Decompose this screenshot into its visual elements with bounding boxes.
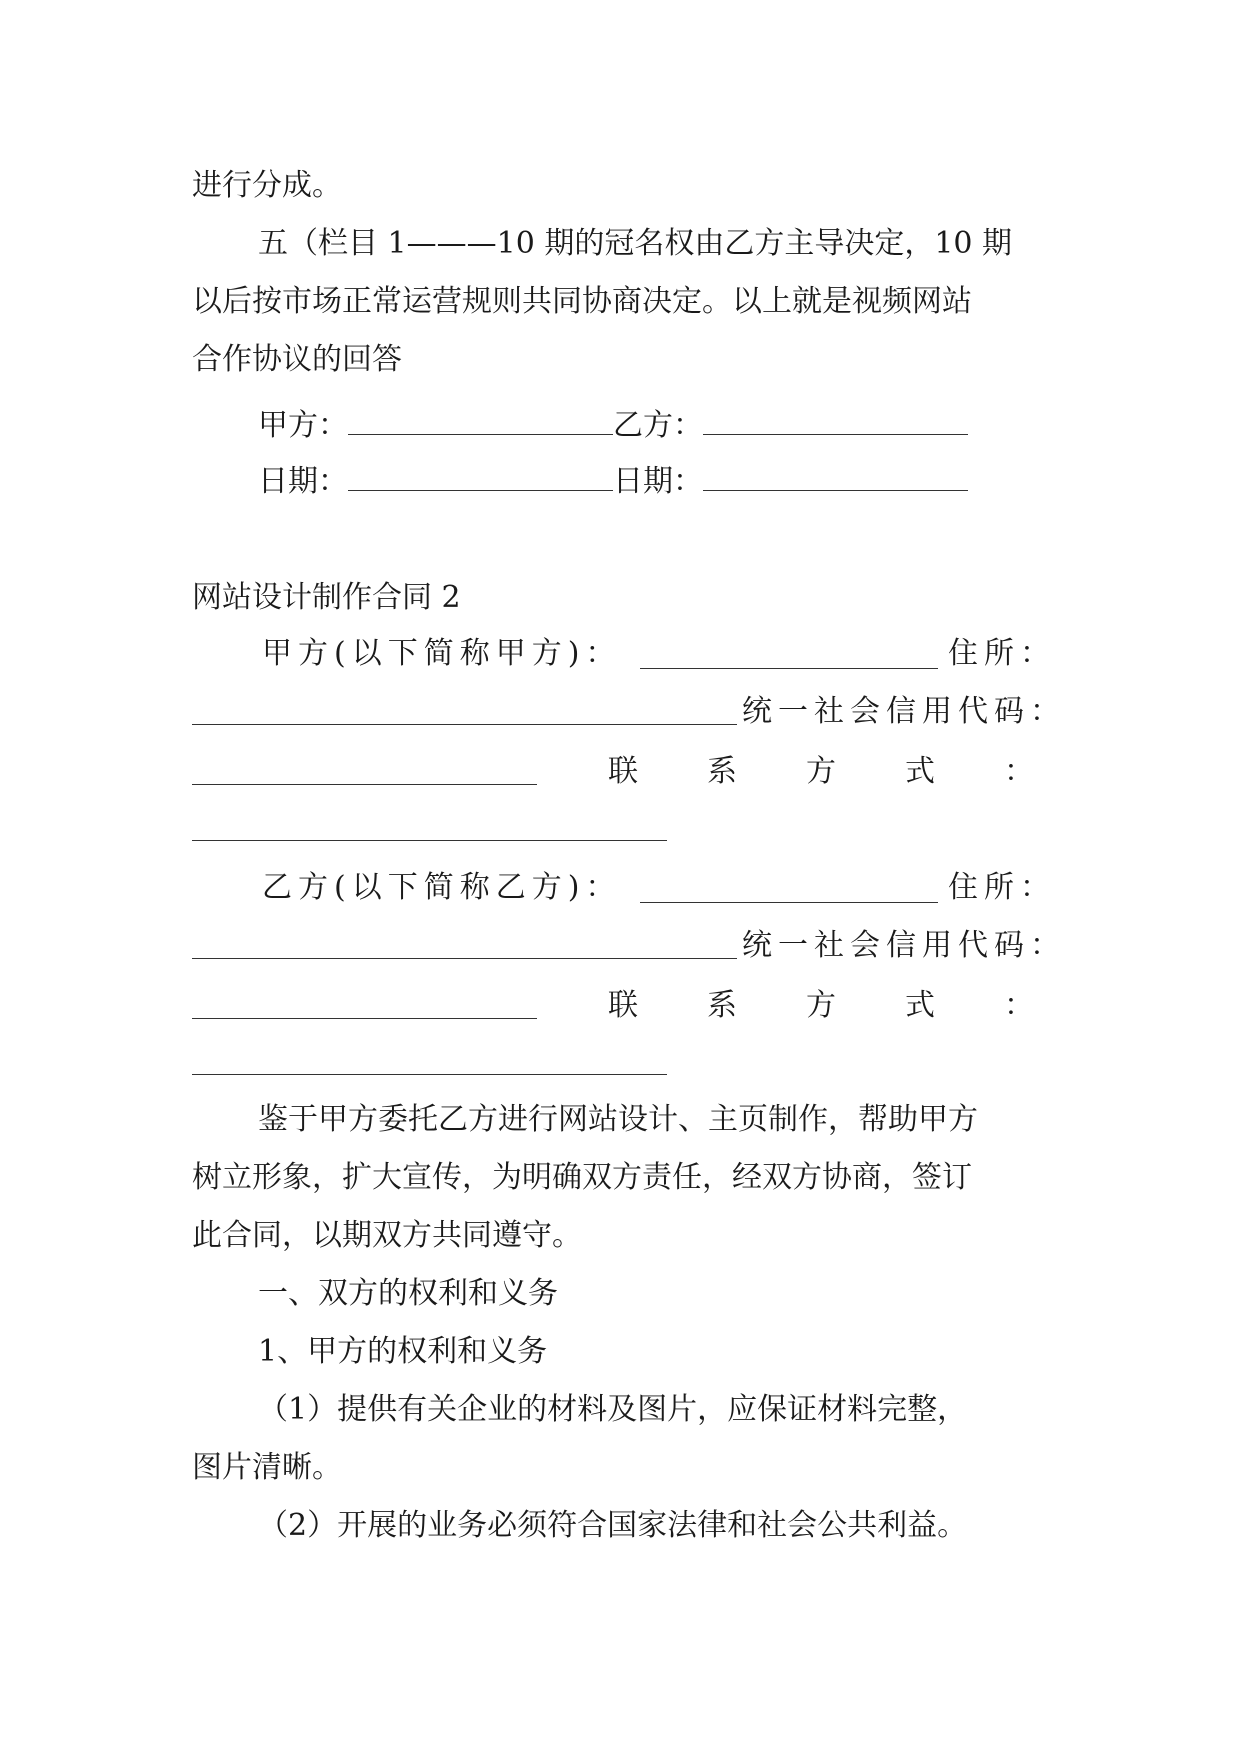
party-b-blank: [703, 404, 968, 435]
address-label: 住所：: [948, 870, 1056, 905]
date-a-label: 日期：: [258, 464, 348, 499]
date-a-blank: [348, 460, 613, 491]
paragraph-line: 合作协议的回答: [192, 342, 402, 377]
contact-label: [608, 986, 1034, 1026]
contact-char: 方: [806, 754, 836, 789]
contact-blank: [192, 1074, 667, 1075]
list-item: （2）开展的业务必须符合国家法律和社会公共利益。: [258, 1508, 968, 1543]
party-a-blank: [348, 404, 613, 435]
list-item: （1）提供有关企业的材料及图片，应保证材料完整，: [258, 1392, 968, 1427]
paragraph-line: 树立形象，扩大宣传，为明确双方责任，经双方协商，签订: [192, 1160, 972, 1195]
signature-row-party: [258, 404, 968, 446]
contact-char: ：: [1004, 988, 1034, 1023]
subsection-heading: 1、甲方的权利和义务: [258, 1334, 548, 1369]
credit-code-blank: [192, 1018, 537, 1019]
contact-char: ：: [1004, 754, 1034, 789]
party-b-name-blank: [640, 902, 938, 903]
paragraph-line: 进行分成。: [192, 168, 342, 203]
address-label: 住所：: [948, 636, 1056, 671]
credit-code-label: 统一社会信用代码：: [742, 928, 1066, 963]
address-blank: [192, 724, 737, 725]
contact-char: 联: [608, 988, 638, 1023]
contact-char: 式: [905, 754, 935, 789]
party-a-intro: 甲方(以下简称甲方)：: [262, 636, 622, 671]
address-blank: [192, 958, 737, 959]
paragraph-line: 以后按市场正常运营规则共同协商决定。以上就是视频网站: [192, 284, 972, 319]
contact-blank: [192, 840, 667, 841]
contact-char: 式: [905, 988, 935, 1023]
party-b-intro: 乙方(以下简称乙方)：: [262, 870, 622, 905]
party-a-label: 甲方：: [258, 408, 348, 443]
party-a-intro-row: [262, 634, 621, 674]
paragraph-line: 图片清晰。: [192, 1450, 342, 1485]
contact-char: 联: [608, 754, 638, 789]
contract-title: 网站设计制作合同 2: [192, 580, 461, 615]
date-b-label: 日期：: [613, 464, 703, 499]
date-b-blank: [703, 460, 968, 491]
party-b-intro-row: [262, 868, 621, 908]
signature-row-date: [258, 460, 968, 502]
credit-code-blank: [192, 784, 537, 785]
contact-char: 系: [707, 988, 737, 1023]
paragraph-line: 五（栏目 1———10 期的冠名权由乙方主导决定，10 期: [258, 226, 1013, 261]
paragraph-line: 此合同，以期双方共同遵守。: [192, 1218, 582, 1253]
section-heading: 一、双方的权利和义务: [258, 1276, 558, 1311]
contact-char: 系: [707, 754, 737, 789]
credit-code-label: 统一社会信用代码：: [742, 694, 1066, 729]
contact-char: 方: [806, 988, 836, 1023]
paragraph-line: 鉴于甲方委托乙方进行网站设计、主页制作，帮助甲方: [258, 1102, 978, 1137]
party-a-name-blank: [640, 668, 938, 669]
party-b-label: 乙方：: [613, 408, 703, 443]
contact-label: [608, 752, 1034, 792]
